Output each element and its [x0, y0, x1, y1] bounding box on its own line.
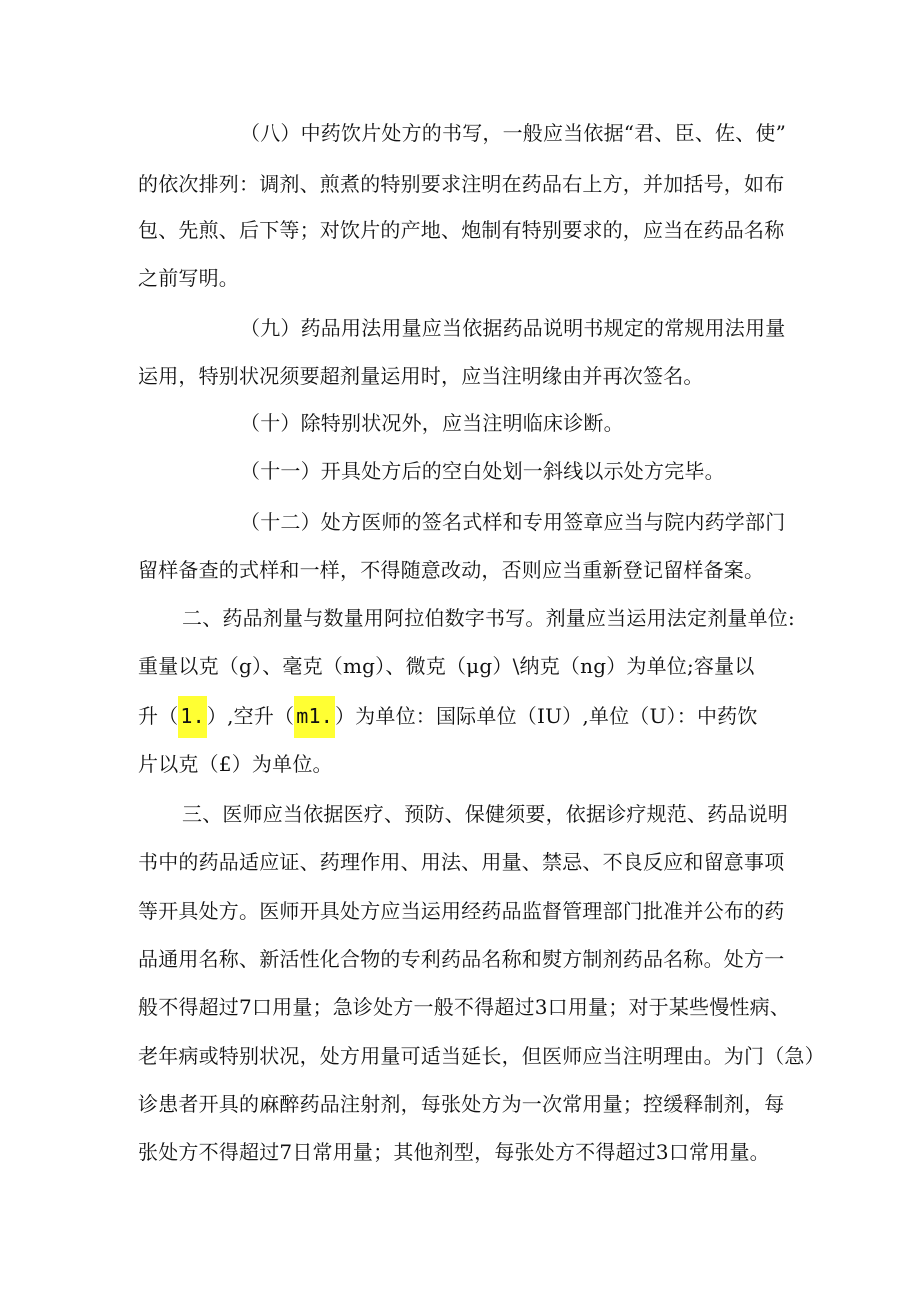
paragraph-line: 张处方不得超过7日常用量；其他剂型，每张处方不得超过3口常用量。 — [138, 1140, 770, 1164]
text-segment: 升（ — [138, 704, 179, 728]
paragraph-line: 留样备查的式样和一样，不得随意改动，否则应当重新登记留样备案。 — [138, 558, 765, 582]
paragraph-line: 三、医师应当依据医疗、预防、保健须要，依据诊疗规范、药品说明 — [182, 802, 788, 826]
paragraph-line: 重量以克（g）、毫克（mg）、微克（μg）\纳克（ng）为单位;容量以 — [138, 654, 755, 678]
text-segment: ）为单位：国际单位（IU）,单位（U）：中药饮 — [334, 704, 758, 728]
paragraph-line: （八）中药饮片处方的书写，一般应当依据“君、臣、佐、使” — [240, 121, 787, 145]
paragraph-line: 诊患者开具的麻醉药品注射剂，每张处方为一次常用量；控缓释制剂，每 — [138, 1092, 785, 1116]
paragraph-line: 书中的药品适应证、药理作用、用法、用量、禁忌、不良反应和留意事项 — [138, 850, 785, 874]
paragraph-line-highlighted — [138, 702, 788, 730]
text-segment: ）,空升（ — [206, 704, 295, 728]
paragraph-line: 般不得超过7口用量；急诊处方一般不得超过3口用量；对于某些慢性病、 — [138, 995, 791, 1019]
paragraph-line: 等开具处方。医师开具处方应当运用经药品监督管理部门批准并公布的药 — [138, 899, 785, 923]
highlighted-unit-liter: 1. — [178, 696, 206, 738]
paragraph-line: （十一）开具处方后的空白处划一斜线以示处方完毕。 — [240, 459, 725, 483]
paragraph-line: 包、先煎、后下等；对饮片的产地、炮制有特别要求的，应当在药品名称 — [138, 218, 785, 242]
paragraph-line: （九）药品用法用量应当依据药品说明书规定的常规用法用量 — [240, 316, 786, 340]
paragraph-line: 二、药品剂量与数量用阿拉伯数字书写。剂量应当运用法定剂量单位: — [182, 606, 795, 630]
paragraph-line: 老年病或特别状况，处方用量可适当延长，但医师应当注明理由。为门（急） — [138, 1044, 825, 1068]
paragraph-line: 的依次排列：调剂、煎煮的特别要求注明在药品右上方，并加括号，如布 — [138, 172, 785, 196]
paragraph-line: 片以克（£）为单位。 — [138, 752, 333, 776]
paragraph-line: 之前写明。 — [138, 266, 239, 290]
highlighted-unit-milliliter: m1. — [294, 696, 335, 738]
paragraph-line: （十）除特别状况外，应当注明临床诊断。 — [240, 411, 624, 435]
paragraph-line: （十二）处方医师的签名式样和专用签章应当与院内药学部门 — [240, 510, 786, 534]
paragraph-line: 运用，特别状况须要超剂量运用时，应当注明缘由并再次签名。 — [138, 364, 704, 388]
paragraph-line: 品通用名称、新活性化合物的专利药品名称和熨方制剂药品名称。处方一 — [138, 947, 785, 971]
